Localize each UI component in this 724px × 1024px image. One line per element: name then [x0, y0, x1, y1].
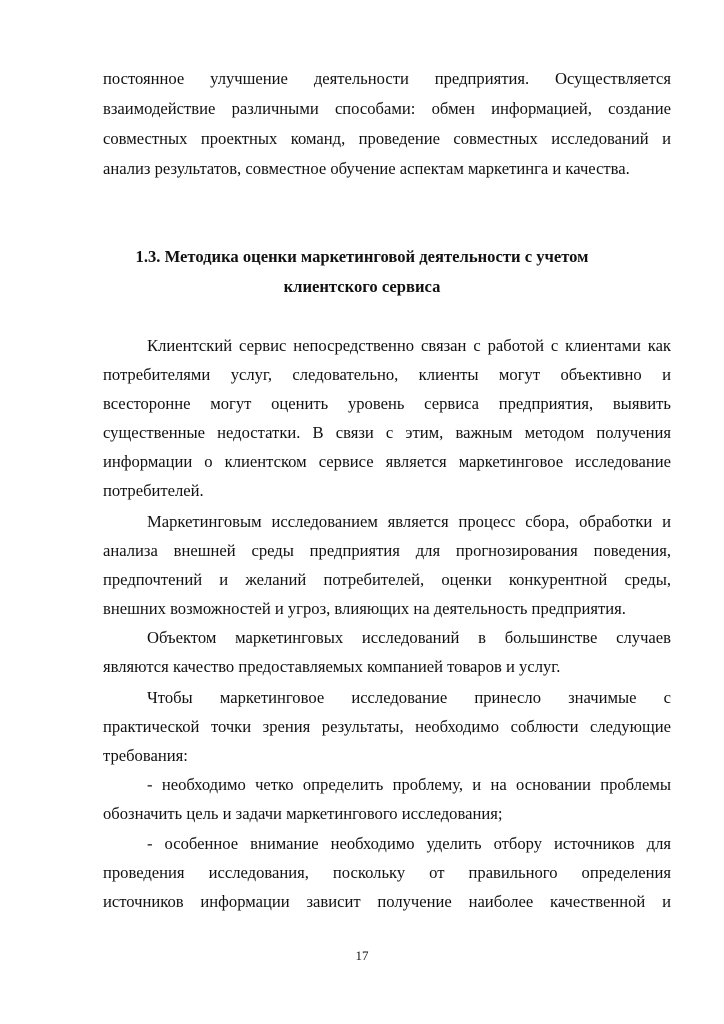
paragraph-line: постоянное улучшение деятельности предприятия. Осуществляется	[103, 69, 671, 88]
paragraph-line: являются качество предоставляемых компанией товаров и услуг.	[103, 657, 561, 676]
page-number: 17	[355, 948, 369, 963]
list-item-line: источников информации зависит получение наиболее качественной и	[103, 892, 671, 911]
paragraph-line: информации о клиентском сервисе является маркетинговое исследование	[103, 452, 671, 471]
paragraph-line: взаимодействие различными способами: обмен информацией, создание	[103, 99, 671, 118]
section-heading-line-1: 1.3. Методика оценки маркетинговой деятельности с учетом	[135, 247, 589, 266]
paragraph-line: Клиентский сервис непосредственно связан с работой с клиентами как	[147, 336, 671, 355]
list-item-line: обозначить цель и задачи маркетингового исследования;	[103, 804, 503, 823]
paragraph-line: Маркетинговым исследованием является процесс сбора, обработки и	[147, 512, 671, 531]
paragraph-line: Объектом маркетинговых исследований в большинстве случаев	[147, 628, 671, 647]
paragraph-line: предпочтений и желаний потребителей, оценки конкурентной среды,	[103, 570, 671, 589]
paragraph-line: практической точки зрения результаты, необходимо соблюсти следующие	[103, 717, 671, 736]
list-item-line: - необходимо четко определить проблему, и на основании проблемы	[147, 775, 671, 794]
list-item-line: - особенное внимание необходимо уделить отбору источников для	[147, 834, 671, 853]
paragraph-line: совместных проектных команд, проведение совместных исследований и	[103, 129, 671, 148]
section-heading-line-2: клиентского сервиса	[283, 277, 441, 296]
paragraph-line: всесторонне могут оценить уровень сервиса предприятия, выявить	[103, 394, 671, 413]
paragraph-line: анализа внешней среды предприятия для прогнозирования поведения,	[103, 541, 671, 560]
paragraph-line: Чтобы маркетинговое исследование принесло значимые с	[147, 688, 671, 707]
list-item-line: проведения исследования, поскольку от правильного определения	[103, 863, 671, 882]
paragraph-line: потребителями услуг, следовательно, клиенты могут объективно и	[103, 365, 671, 384]
paragraph-line: существенные недостатки. В связи с этим, важным методом получения	[103, 423, 671, 442]
paragraph-line: потребителей.	[103, 481, 204, 500]
paragraph-line: внешних возможностей и угроз, влияющих на деятельность предприятия.	[103, 599, 626, 618]
paragraph-line: анализ результатов, совместное обучение аспектам маркетинга и качества.	[103, 159, 630, 178]
paragraph-line: требования:	[103, 746, 188, 765]
